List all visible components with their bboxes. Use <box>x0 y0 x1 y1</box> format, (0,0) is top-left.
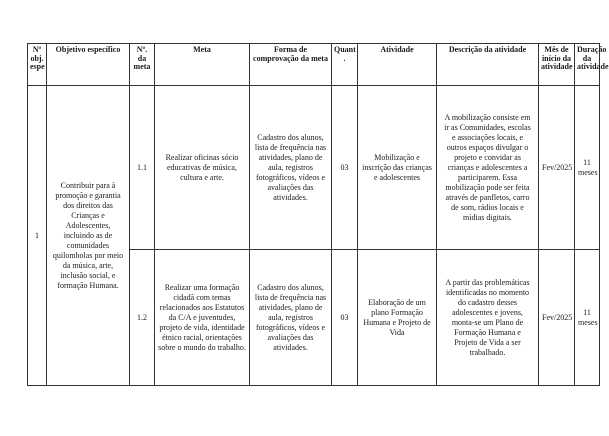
header-atividade: Atividade <box>358 44 437 86</box>
objective-number-cell: 1 <box>28 86 47 386</box>
header-meta: Meta <box>155 44 250 86</box>
meta-num-cell: 1.1 <box>130 86 155 250</box>
meta-num-cell: 1.2 <box>130 250 155 386</box>
mes-cell: Fev/2025 <box>539 250 575 386</box>
header-mes: Mês de início da atividade <box>539 44 575 86</box>
atividade-cell: Elaboração de um plano Formação Humana e Projeto de Vida <box>358 250 437 386</box>
header-comprovacao: Forma de comprovação da meta <box>250 44 332 86</box>
mes-cell: Fev/2025 <box>539 86 575 250</box>
comprovacao-cell: Cadastro dos alunos, lista de frequência nas atividades, plano de aula, registros fotográficos, vídeos e avaliações das atividades. <box>250 250 332 386</box>
meta-cell: Realizar uma formação cidadã com temas relacionados aos Estatutos da C/A e juventudes, projeto de vida, identidade étnico racial, orientações sobre o mundo do trabalho. <box>155 250 250 386</box>
quant-cell: 03 <box>332 250 358 386</box>
quant-cell: 03 <box>332 86 358 250</box>
table-header-row <box>28 44 600 86</box>
atividade-cell: Mobilização e inscrição das crianças e adolescentes <box>358 86 437 250</box>
header-objective: Objetivo específico <box>47 44 130 86</box>
activities-table <box>27 43 609 386</box>
header-descricao: Descrição da atividade <box>437 44 539 86</box>
comprovacao-cell: Cadastro dos alunos, lista de frequência nas atividades, plano de aula, registros fotográficos, vídeos e avaliações das atividades. <box>250 86 332 250</box>
duracao-cell: 11 meses <box>575 86 600 250</box>
descricao-cell: A partir das problemáticas identificadas no momento do cadastro desses adolescentes e jovens, monta-se um Plano de Formação Humana e Projeto de Vida a ser trabalhado. <box>437 250 539 386</box>
objective-cell: Contribuir para à promoção e garantia dos direitos das Crianças e Adolescentes, incluindo as de comunidades quilombolas por meio da música, arte, inclusão social, e formação Humana. <box>47 86 130 386</box>
header-quant: Quant . <box>332 44 358 86</box>
table-row <box>28 86 600 250</box>
descricao-cell: A mobilização consiste em ir as Comunidades, escolas e associações locais, e outros espaços divulgar o projeto e convidar as crianças e adolescentes a participarem. Essa mobilização pode ser feita através de panfletos, carro de som, rádios locais e mídias digitais. <box>437 86 539 250</box>
duracao-cell: 11 meses <box>575 250 600 386</box>
header-meta-num: Nº. da meta <box>130 44 155 86</box>
meta-cell: Realizar oficinas sócio educativas de música, cultura e arte. <box>155 86 250 250</box>
header-obj-num: Nº obj. espe <box>28 44 47 86</box>
header-duracao: Duração da atividade <box>575 44 600 86</box>
